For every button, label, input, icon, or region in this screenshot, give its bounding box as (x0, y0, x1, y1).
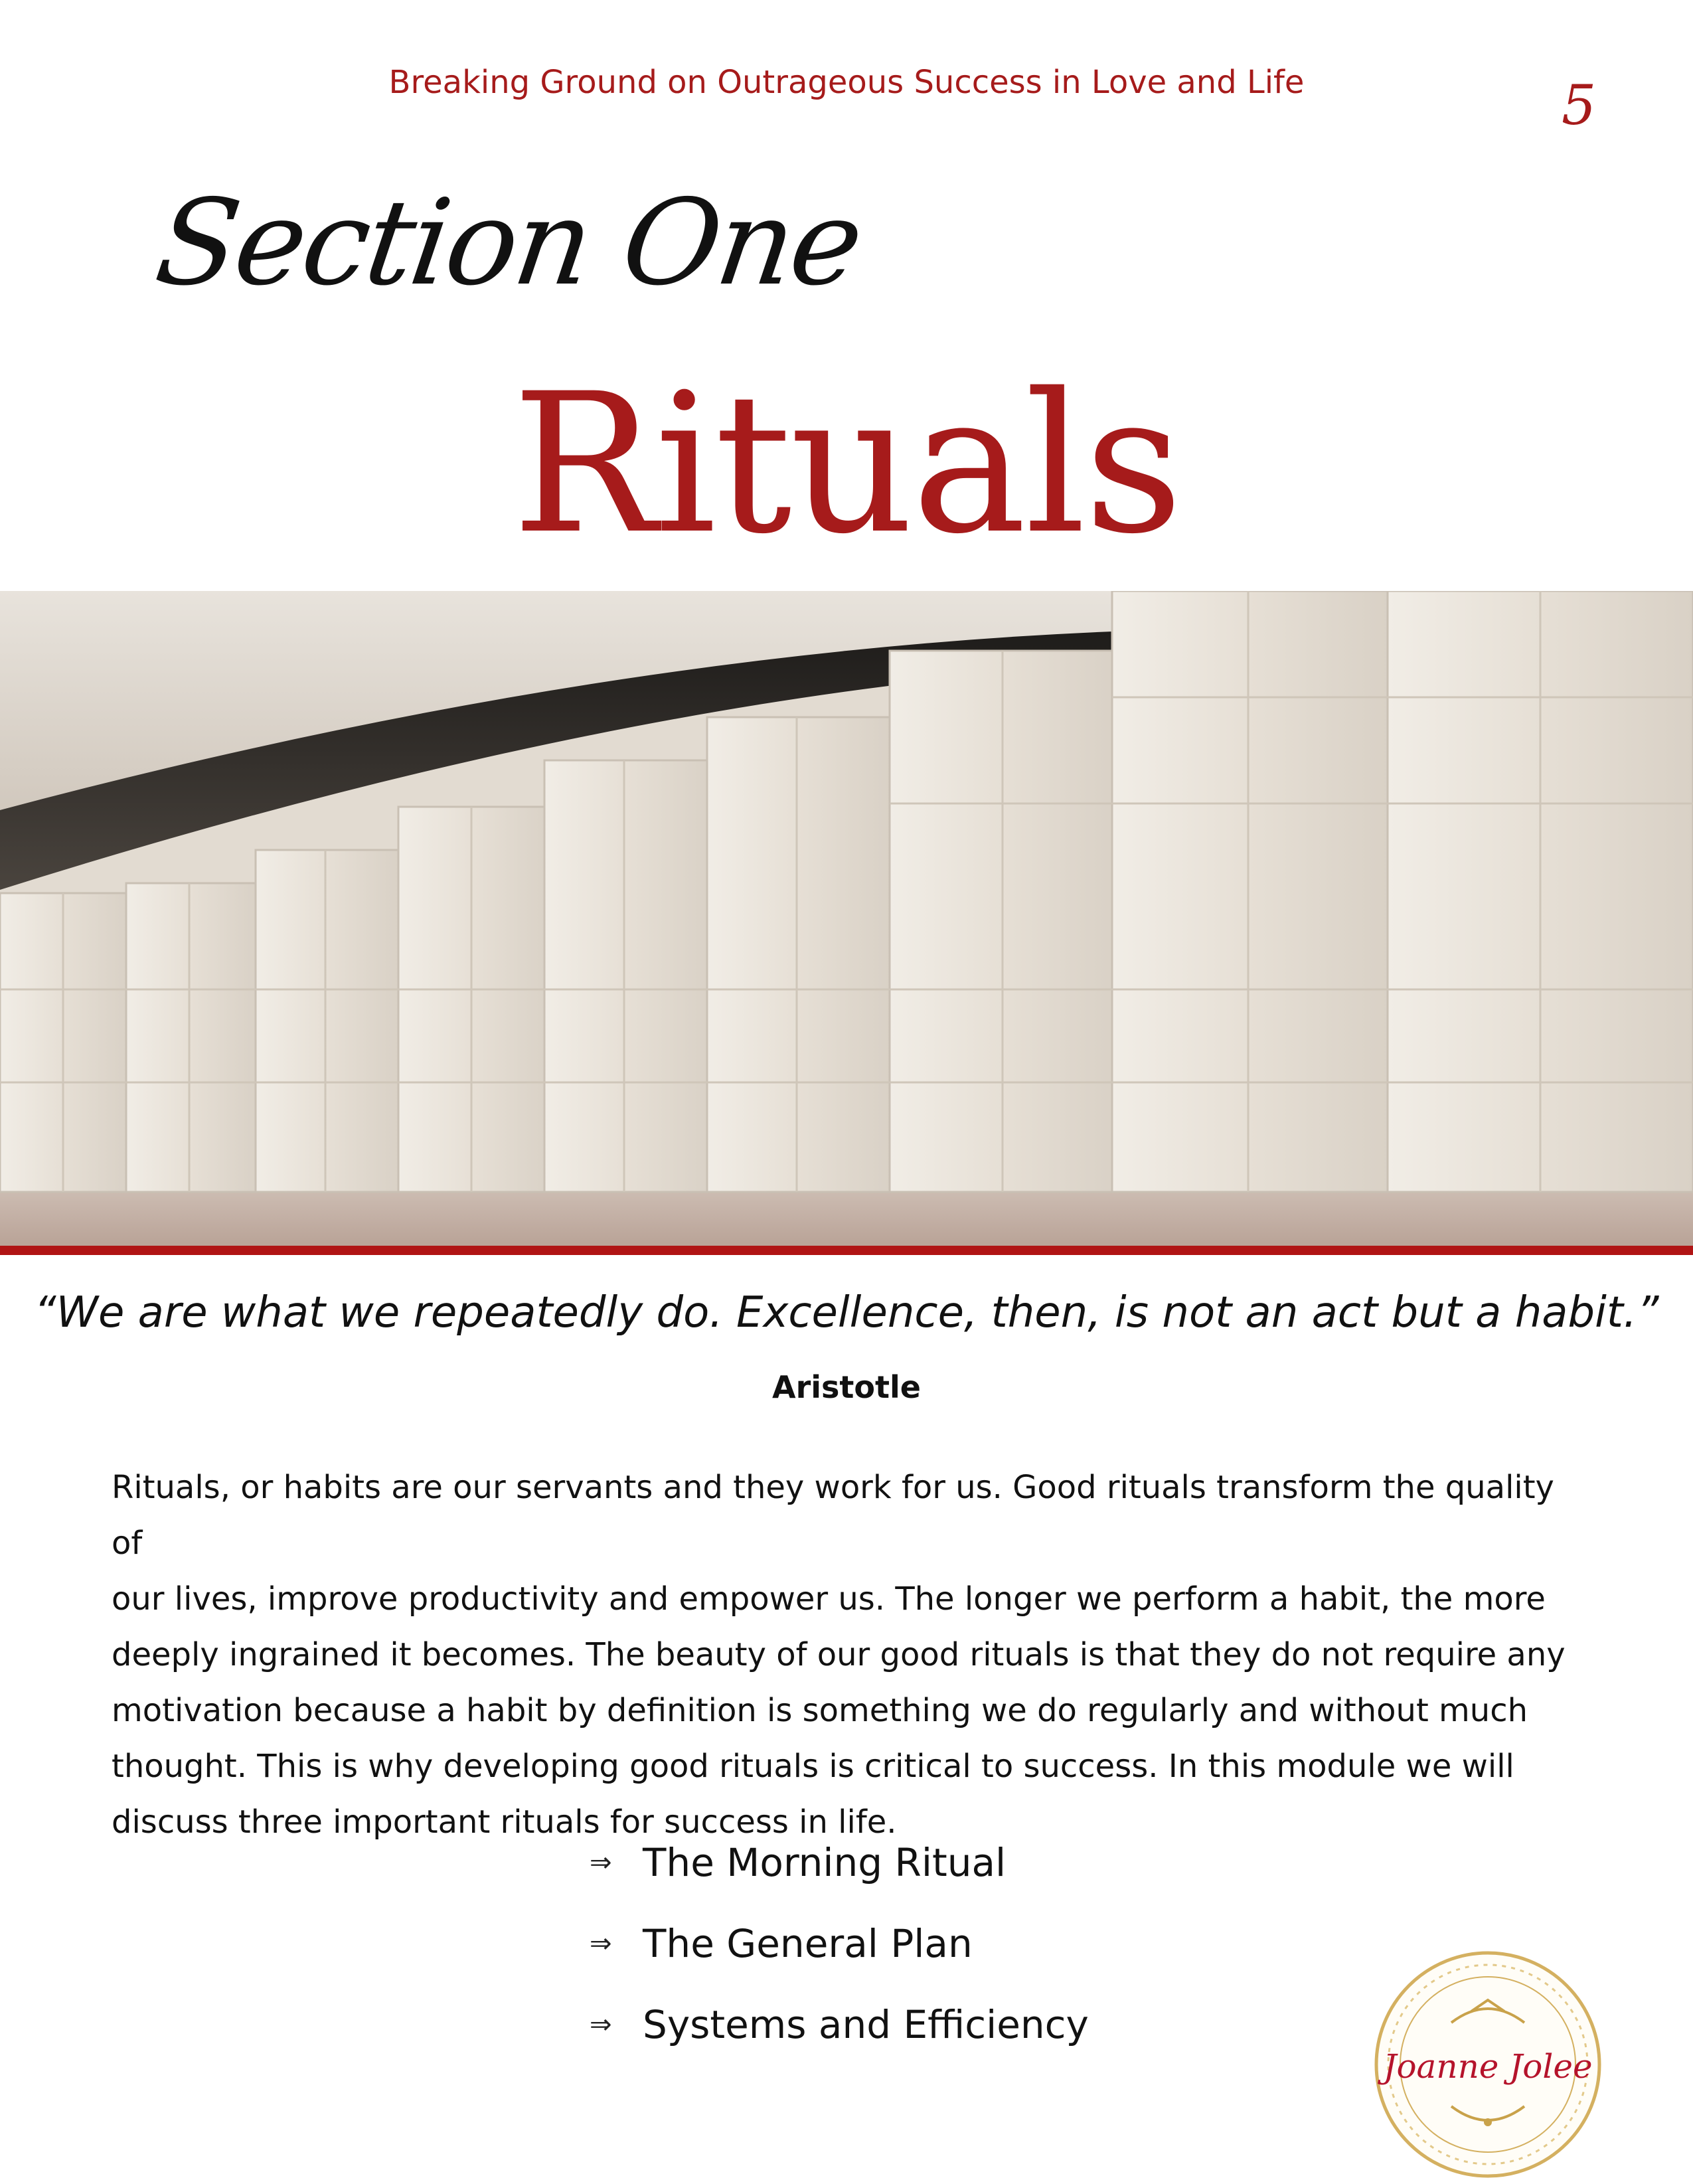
list-item-label: Systems and Efficiency (643, 2002, 1089, 2047)
body-line: deeply ingrained it becomes. The beauty of our good rituals is that they do not require any (112, 1636, 1566, 1673)
list-item-label: The Morning Ritual (643, 1840, 1007, 1885)
list-item (590, 1822, 1089, 1903)
hero-image (0, 591, 1693, 1246)
body-line: thought. This is why developing good rituals is critical to success. In this module we will (112, 1748, 1514, 1785)
list-item-label: The General Plan (643, 1921, 973, 1966)
arrow-right-icon: ⇒ (590, 2009, 612, 2040)
body-line: motivation because a habit by definition is something we do regularly and without much (112, 1692, 1528, 1729)
body-paragraph (112, 1460, 1592, 1850)
running-header: Breaking Ground on Outrageous Success in Love and Life (388, 64, 1305, 101)
section-label: Section One (148, 174, 869, 311)
brand-seal (1372, 1948, 1604, 2181)
arrow-right-icon: ⇒ (590, 1928, 612, 1959)
arrow-right-icon: ⇒ (590, 1847, 612, 1878)
quote-text: “We are what we repeatedly do. Excellence, then, is not an act but a habit.” (34, 1288, 1659, 1337)
rituals-list (590, 1822, 1089, 2065)
seal-name: Joanne Jolee (1383, 2047, 1593, 2086)
page-number: 5 (1562, 74, 1597, 137)
colonnade-photo-icon (0, 591, 1693, 1246)
section-title: Rituals (512, 353, 1181, 576)
body-line: Rituals, or habits are our servants and they work for us. Good rituals transform the quality of (112, 1469, 1554, 1562)
list-item (590, 1984, 1089, 2065)
seal-logo (1372, 1948, 1604, 2181)
body-line: discuss three important rituals for success in life. (112, 1804, 897, 1841)
hero-divider (0, 1246, 1693, 1255)
quote-author: Aristotle (772, 1369, 921, 1405)
list-item (590, 1903, 1089, 1984)
body-line: our lives, improve productivity and empower us. The longer we perform a habit, the more (112, 1580, 1546, 1618)
